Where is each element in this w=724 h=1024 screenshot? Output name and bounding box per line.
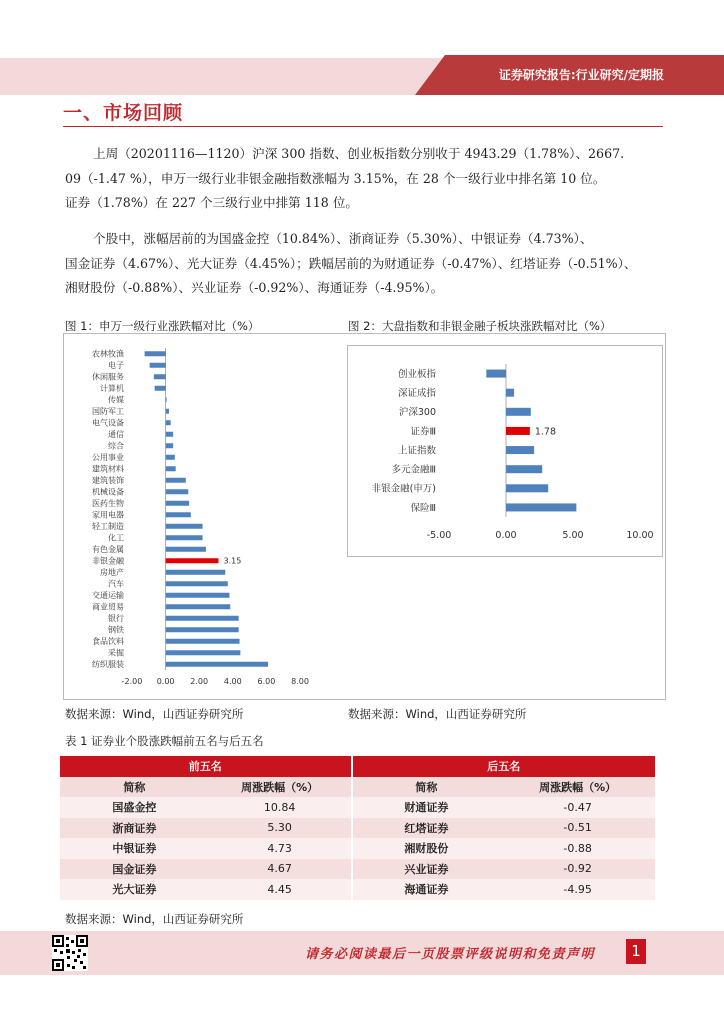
category-label: 轻工制造: [92, 522, 124, 532]
bar-series: [145, 351, 166, 356]
bar-series: [150, 363, 166, 368]
bar-series: [166, 397, 167, 402]
bar-series: [166, 478, 186, 483]
table-title: 表 1 证券业个股涨跌幅前五名与后五名: [65, 734, 264, 748]
category-label: 采掘: [108, 648, 124, 658]
bar-series: [166, 512, 191, 517]
change-cell: -4.95: [563, 882, 592, 896]
bar-series: [166, 524, 203, 529]
x-tick-label: 8.00: [291, 677, 309, 686]
col-header: 简称: [352, 777, 501, 798]
bar-series: [166, 466, 176, 471]
category-label: 通信: [108, 430, 124, 440]
bar-series: [166, 639, 240, 644]
category-label: 国防军工: [92, 407, 124, 417]
text-line: 湘财股份（-0.88%）、兴业证券（-0.92%）、海通证券（-4.95%）。: [65, 280, 444, 295]
table-row: [60, 818, 655, 839]
change-cell: 10.84: [209, 797, 352, 818]
category-label: 保险Ⅲ: [410, 502, 436, 514]
bar-series: [506, 446, 534, 454]
x-tick-label: 2.00: [190, 677, 209, 686]
bar-series: [166, 593, 230, 598]
stock-name-cell: 国盛金控: [112, 801, 157, 815]
category-label: 电子: [108, 361, 124, 371]
table-row: [60, 859, 655, 880]
col-header: 周涨跌幅（%）: [209, 777, 352, 798]
disclaimer-text: 请务必阅读最后一页股票评级说明和免责声明: [305, 947, 596, 962]
bar-series: [166, 581, 228, 586]
bar-highlight: [506, 427, 530, 435]
category-label: 多元金融Ⅲ: [391, 464, 436, 476]
section-divider: [63, 126, 663, 127]
bar-series: [506, 503, 576, 511]
bar-series: [506, 408, 531, 416]
category-label: 综合: [108, 441, 124, 451]
stock-name-cell: 湘财股份: [404, 842, 449, 856]
category-label: 食品饮料: [92, 637, 124, 647]
x-tick-label: -5.00: [426, 530, 452, 541]
data-label: 3.15: [223, 556, 242, 566]
text-line: 证券（1.78%）在 227 个三级行业中排第 118 位。: [65, 195, 359, 210]
stock-name-cell: 兴业证券: [404, 862, 449, 876]
stock-name-cell: 财通证券: [404, 801, 449, 815]
header-title: 证券研究报告:行业研究/定期报: [498, 68, 664, 82]
category-label: 深证成指: [397, 388, 436, 400]
category-label: 电气设备: [92, 418, 124, 428]
col-header: 简称: [60, 777, 209, 798]
change-cell: 4.67: [209, 859, 352, 880]
change-cell: 4.45: [209, 879, 352, 900]
change-cell: 4.73: [209, 838, 352, 859]
change-cell: -0.88: [563, 841, 592, 855]
group-header-bottom5: 后五名: [352, 756, 655, 777]
data-label: 1.78: [534, 426, 557, 438]
bar-series: [166, 535, 203, 540]
bar-series: [166, 455, 175, 460]
change-cell: -0.92: [563, 862, 592, 876]
category-label: 非银金融(申万): [371, 483, 436, 495]
category-label: 公用事业: [92, 453, 124, 463]
category-label: 计算机: [100, 384, 124, 394]
category-label: 银行: [108, 614, 124, 624]
category-label: 医药生物: [92, 499, 124, 509]
category-label: 商业贸易: [92, 602, 124, 612]
category-label: 非银金融: [92, 556, 124, 566]
table-row: [60, 879, 655, 900]
category-label: 纺织服装: [92, 660, 124, 670]
category-label: 农林牧渔: [92, 349, 124, 359]
bar-series: [166, 604, 231, 609]
bar-series: [166, 409, 169, 414]
table-row: [60, 838, 655, 859]
stock-name-cell: 红塔证券: [404, 821, 449, 835]
index-bar-chart: [347, 345, 663, 557]
x-tick-label: 5.00: [562, 530, 584, 541]
category-label: 钢铁: [108, 625, 124, 635]
text-line: 上周（20201116—1120）沪深 300 指数、创业板指数分别收于 4943.29（1.78%）、2667.: [93, 146, 625, 161]
category-label: 机械设备: [92, 487, 124, 497]
category-label: 传媒: [108, 395, 124, 405]
figure1-title: 图 1：申万一级行业涨跌幅对比（%）: [65, 319, 260, 333]
table-source: 数据来源：Wind，山西证券研究所: [65, 912, 244, 926]
x-tick-label: -2.00: [121, 677, 143, 686]
text-line: 国金证券（4.67%）、光大证券（4.45%）；跌幅居前的为财通证券（-0.47%）、红塔证券（-0.51%）、: [65, 255, 637, 271]
bar-series: [166, 616, 239, 621]
page-number: 1: [626, 939, 646, 964]
bar-series: [486, 370, 506, 378]
paragraph-stocks: [65, 227, 661, 301]
stock-change-table: [60, 756, 655, 900]
bar-series: [506, 465, 542, 473]
change-cell: -0.51: [563, 821, 592, 835]
category-label: 沪深300: [398, 407, 436, 419]
col-header: 周涨跌幅（%）: [500, 777, 655, 798]
category-label: 证券Ⅲ: [410, 426, 436, 438]
stock-name-cell: 中银证券: [112, 842, 157, 856]
category-label: 创业板指: [397, 368, 436, 380]
bar-series: [166, 627, 239, 632]
section-title: 一、市场回顾: [63, 102, 184, 124]
category-label: 化工: [108, 533, 124, 543]
x-tick-label: 6.00: [257, 677, 276, 686]
x-tick-label: 10.00: [626, 530, 654, 541]
industry-bar-chart: [68, 340, 330, 692]
category-label: 建筑装饰: [92, 476, 124, 486]
bar-series: [154, 374, 166, 379]
table-row: [60, 797, 655, 818]
paragraph-market-review: [65, 142, 661, 216]
category-label: 家用电器: [92, 510, 124, 520]
bar-series: [166, 662, 268, 667]
bar-series: [166, 443, 174, 448]
qr-code-icon: [52, 935, 88, 971]
category-label: 建筑材料: [92, 464, 124, 474]
category-label: 上证指数: [397, 445, 436, 457]
x-tick-label: 0.00: [495, 530, 517, 541]
bar-series: [166, 489, 189, 494]
category-label: 有色金属: [92, 545, 124, 555]
bar-highlight: [166, 558, 219, 563]
group-header-top5: 前五名: [60, 756, 352, 777]
category-label: 交通运输: [92, 591, 124, 601]
bar-series: [506, 389, 514, 397]
category-label: 房地产: [100, 568, 124, 578]
bar-series: [506, 484, 548, 492]
stock-name-cell: 海通证券: [404, 883, 449, 897]
text-line: 个股中，涨幅居前的为国盛金控（10.84%）、浙商证券（5.30%）、中银证券（4.73%）、: [93, 231, 593, 246]
bar-series: [155, 386, 166, 391]
x-tick-label: 0.00: [156, 677, 175, 686]
bar-series: [166, 432, 174, 437]
text-line: 09（-1.47 %），申万一级行业非银金融指数涨幅为 3.15%，在 28 个一级行业中排名第 10 位。: [65, 170, 606, 186]
change-cell: 5.30: [209, 818, 352, 839]
category-label: 休闲服务: [92, 372, 124, 382]
stock-name-cell: 光大证券: [112, 883, 157, 897]
stock-name-cell: 浙商证券: [112, 821, 157, 835]
bar-series: [166, 547, 206, 552]
stock-name-cell: 国金证券: [112, 862, 157, 876]
bar-series: [166, 570, 226, 575]
bar-series: [166, 501, 190, 506]
bar-series: [166, 420, 171, 425]
x-tick-label: 4.00: [223, 677, 242, 686]
figure2-source: 数据来源：Wind，山西证券研究所: [348, 707, 527, 721]
change-cell: -0.47: [563, 800, 592, 814]
category-label: 汽车: [108, 579, 124, 589]
figure2-title: 图 2：大盘指数和非银金融子板块涨跌幅对比（%）: [348, 319, 612, 333]
figure1-source: 数据来源：Wind，山西证券研究所: [65, 707, 244, 721]
bar-series: [166, 650, 241, 655]
